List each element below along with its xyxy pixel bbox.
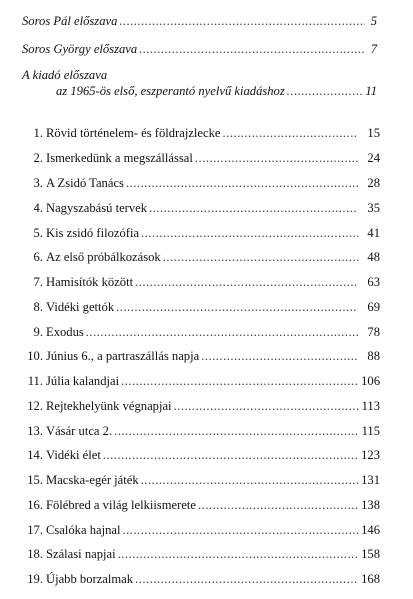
chapter-number: 9. <box>33 325 43 339</box>
leader-dots <box>86 324 358 340</box>
toc-entry-title: Soros György előszava <box>22 42 138 56</box>
chapter-title: Vásár utca 2. <box>46 424 113 438</box>
toc-entry-publisher-preface-line1: A kiadó előszava <box>22 68 108 82</box>
leader-dots <box>141 472 358 488</box>
toc-chapter-17[interactable] <box>22 522 380 538</box>
toc-entry-foreword-pal[interactable] <box>22 13 377 29</box>
leader-dots <box>126 175 358 191</box>
toc-chapter-1[interactable] <box>22 125 380 141</box>
leader-dots <box>118 546 358 562</box>
leader-dots <box>121 373 358 389</box>
chapter-title: Macska-egér játék <box>46 473 139 487</box>
chapter-title: Az első próbálkozások <box>46 250 161 264</box>
chapter-page: 138 <box>361 498 380 512</box>
chapter-number: 3. <box>33 176 43 190</box>
chapter-page: 131 <box>361 473 380 487</box>
chapter-title: Júlia kalandjai <box>46 374 120 388</box>
chapter-page: 35 <box>367 201 380 215</box>
chapter-title: Vidéki élet <box>46 448 101 462</box>
chapter-page: 41 <box>367 226 380 240</box>
chapter-number: 6. <box>33 250 43 264</box>
leader-dots <box>195 150 358 166</box>
chapter-number: 17. <box>27 523 43 537</box>
leader-dots <box>149 200 358 216</box>
chapter-page: 24 <box>367 151 380 165</box>
leader-dots <box>103 447 358 463</box>
chapter-number: 16. <box>27 498 43 512</box>
chapter-title: Ismerkedünk a megszállással <box>46 151 193 165</box>
chapter-title: Rejtekhelyünk végnapjai <box>46 399 172 413</box>
chapter-page: 168 <box>361 572 380 586</box>
chapter-title: Rövid történelem- és földrajzlecke <box>46 126 221 140</box>
toc-chapter-6[interactable] <box>22 249 380 265</box>
toc-entry-title: Soros Pál előszava <box>22 14 118 28</box>
chapter-page: 69 <box>367 300 380 314</box>
chapter-page: 63 <box>367 275 380 289</box>
chapter-page: 146 <box>361 523 380 537</box>
chapter-title: Vidéki gettók <box>46 300 115 314</box>
toc-chapter-7[interactable] <box>22 274 380 290</box>
toc-chapter-3[interactable] <box>22 175 380 191</box>
chapter-page: 115 <box>361 424 380 438</box>
toc-chapter-14[interactable] <box>22 447 380 463</box>
toc-chapter-15[interactable] <box>22 472 380 488</box>
chapter-page: 106 <box>361 374 380 388</box>
chapter-page: 113 <box>361 399 380 413</box>
leader-dots <box>223 125 359 141</box>
leader-dots <box>163 249 358 265</box>
toc-chapter-9[interactable] <box>22 324 380 340</box>
chapter-title: A Zsidó Tanács <box>46 176 124 190</box>
leader-dots <box>141 225 358 241</box>
leader-dots <box>198 497 358 513</box>
toc-chapter-2[interactable] <box>22 150 380 166</box>
chapter-number: 11. <box>27 374 43 388</box>
chapter-number: 10. <box>27 349 43 363</box>
leader-dots <box>287 83 364 99</box>
toc-entry-page: 7 <box>370 42 377 56</box>
leader-dots <box>114 423 358 439</box>
chapter-number: 4. <box>33 201 43 215</box>
chapter-number: 14. <box>27 448 43 462</box>
chapter-title: Újabb borzalmak <box>46 572 134 586</box>
toc-chapter-10[interactable] <box>22 348 380 364</box>
chapter-title: Június 6., a partraszállás napja <box>46 349 200 363</box>
toc-chapter-12[interactable] <box>22 398 380 414</box>
leader-dots <box>139 41 365 57</box>
toc-chapter-18[interactable] <box>22 546 380 562</box>
chapter-number: 19. <box>27 572 43 586</box>
chapter-number: 8. <box>33 300 43 314</box>
chapter-title: Nagyszabású tervek <box>46 201 148 215</box>
toc-chapter-13[interactable] <box>22 423 380 439</box>
chapter-number: 15. <box>27 473 43 487</box>
chapter-number: 12. <box>27 399 43 413</box>
leader-dots <box>135 571 358 587</box>
chapter-page: 15 <box>367 126 380 140</box>
chapter-page: 158 <box>361 547 380 561</box>
leader-dots <box>123 522 359 538</box>
chapter-title: Csalóka hajnal <box>46 523 121 537</box>
toc-chapter-5[interactable] <box>22 225 380 241</box>
chapter-number: 2. <box>33 151 43 165</box>
toc-entry-publisher-preface[interactable] <box>56 83 377 99</box>
chapter-page: 123 <box>361 448 380 462</box>
chapter-page: 48 <box>367 250 380 264</box>
chapter-number: 5. <box>33 226 43 240</box>
chapter-page: 88 <box>367 349 380 363</box>
leader-dots <box>116 299 358 315</box>
leader-dots <box>174 398 358 414</box>
chapter-number: 7. <box>33 275 43 289</box>
leader-dots <box>135 274 358 290</box>
leader-dots <box>119 13 365 29</box>
toc-entry-page: 5 <box>370 14 377 28</box>
chapter-title: Fölébred a világ lelkiismerete <box>46 498 197 512</box>
chapter-title: Kis zsidó filozófia <box>46 226 140 240</box>
chapter-title: Szálasi napjai <box>46 547 116 561</box>
toc-entry-page: 11 <box>365 84 377 98</box>
chapter-number: 13. <box>27 424 43 438</box>
chapter-title: Hamisítók között <box>46 275 134 289</box>
toc-chapter-16[interactable] <box>22 497 380 513</box>
toc-chapter-4[interactable] <box>22 200 380 216</box>
chapter-number: 1. <box>33 126 43 140</box>
chapter-page: 78 <box>367 325 380 339</box>
toc-chapter-19[interactable] <box>22 571 380 587</box>
toc-chapter-11[interactable] <box>22 373 380 389</box>
toc-chapter-8[interactable] <box>22 299 380 315</box>
chapter-title: Exodus <box>46 325 84 339</box>
toc-entry-foreword-gyorgy[interactable] <box>22 41 377 57</box>
leader-dots <box>201 348 358 364</box>
toc-entry-title: az 1965-ös első, eszperantó nyelvű kiadáshoz <box>56 84 285 98</box>
chapter-page: 28 <box>367 176 380 190</box>
chapter-number: 18. <box>27 547 43 561</box>
